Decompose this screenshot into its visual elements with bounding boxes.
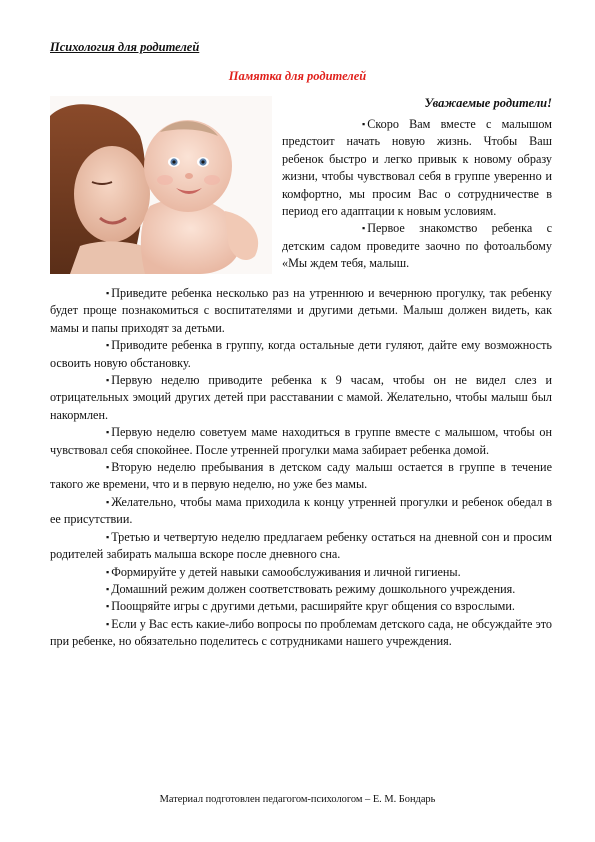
bullet-icon: ▪ [106, 583, 110, 594]
list-item: ▪ Желательно, чтобы мама приходила к концу утренней прогулки и ребенок обедал в ее присутствии. [50, 494, 552, 527]
footer-credit: Материал подготовлен педагогом-психологом – Е. М. Бондарь [159, 794, 436, 805]
intro-paragraph: ▪ Скоро Вам вместе с малышом предстоит начать новую жизнь. Чтобы Ваш ребенок быстро и легко привык к новому образу жизни, чтобы чувствовал себя в группе уверенно и комфортно, мы просим Вас о сотрудничестве в период его адаптации к новым условиям. [282, 117, 552, 219]
section-title: Психология для родителей [50, 40, 200, 54]
bullet-icon: ▪ [106, 340, 110, 351]
bullet-icon: ▪ [362, 119, 366, 129]
photo-illustration [50, 96, 272, 274]
greeting: Уважаемые родители! [424, 96, 552, 110]
bullet-icon: ▪ [106, 375, 110, 386]
list-item: ▪ Если у Вас есть какие-либо вопросы по проблемам детского сада, не обсуждайте это при ребенке, но обязательно поделитесь с сотрудниками нашего учреждения. [50, 616, 552, 649]
intro-paragraph: ▪ Первое знакомство ребенка с детским садом проведите заочно по фотоальбому «Мы ждем тебя, малыш. [282, 221, 552, 271]
mother-and-baby-photo [50, 96, 272, 274]
intro-text [282, 116, 552, 273]
list-item: ▪ Приводите ребенка в группу, когда остальные дети гуляют, дайте ему возможность освоить новую обстановку. [50, 338, 552, 370]
list-item: ▪ Формируйте у детей навыки самообслуживания и личной гигиены. [50, 564, 552, 581]
list-item: ▪ Домашний режим должен соответствовать режиму дошкольного учреждения. [50, 581, 552, 598]
bullet-icon: ▪ [106, 462, 110, 473]
list-item: ▪ Вторую неделю пребывания в детском саду малыш остается в группе в течение такого же времени, что и в первую неделю, но уже без мамы. [50, 460, 552, 492]
list-item: ▪ Третью и четвертую неделю предлагаем ребенку остаться на дневной сон и просим родителей забирать малыша вскоре после дневного сна. [50, 529, 552, 562]
bullet-icon: ▪ [106, 601, 110, 612]
bullet-icon: ▪ [106, 618, 110, 629]
list-item: ▪ Приведите ребенка несколько раз на утреннюю и вечернюю прогулку, так ребенку будет проще познакомиться с воспитателями и другими детьми. Малыш должен видеть, как мамы и папы приходят за детьми. [50, 286, 552, 335]
list-item: ▪ Поощряйте игры с другими детьми, расширяйте круг общения со взрослыми. [50, 598, 552, 615]
list-item: ▪ Первую неделю приводите ребенка к 9 часам, чтобы он не видел слез и отрицательных эмоций других детей при расставании с мамой. Желательно, чтобы малыш был накормлен. [50, 373, 552, 422]
memo-title: Памятка для родителей [228, 69, 367, 83]
bullet-icon: ▪ [362, 223, 366, 234]
list-item: ▪ Первую неделю советуем маме находиться в группе вместе с малышом, чтобы он чувствовал себя спокойнее. После утренней прогулки мама забирает ребенка домой. [50, 425, 552, 457]
bullet-icon: ▪ [106, 288, 110, 298]
bullet-icon: ▪ [106, 427, 110, 438]
bullet-icon: ▪ [106, 566, 110, 577]
recommendations-list [50, 285, 552, 651]
bullet-icon: ▪ [106, 496, 110, 507]
bullet-icon: ▪ [106, 531, 110, 542]
